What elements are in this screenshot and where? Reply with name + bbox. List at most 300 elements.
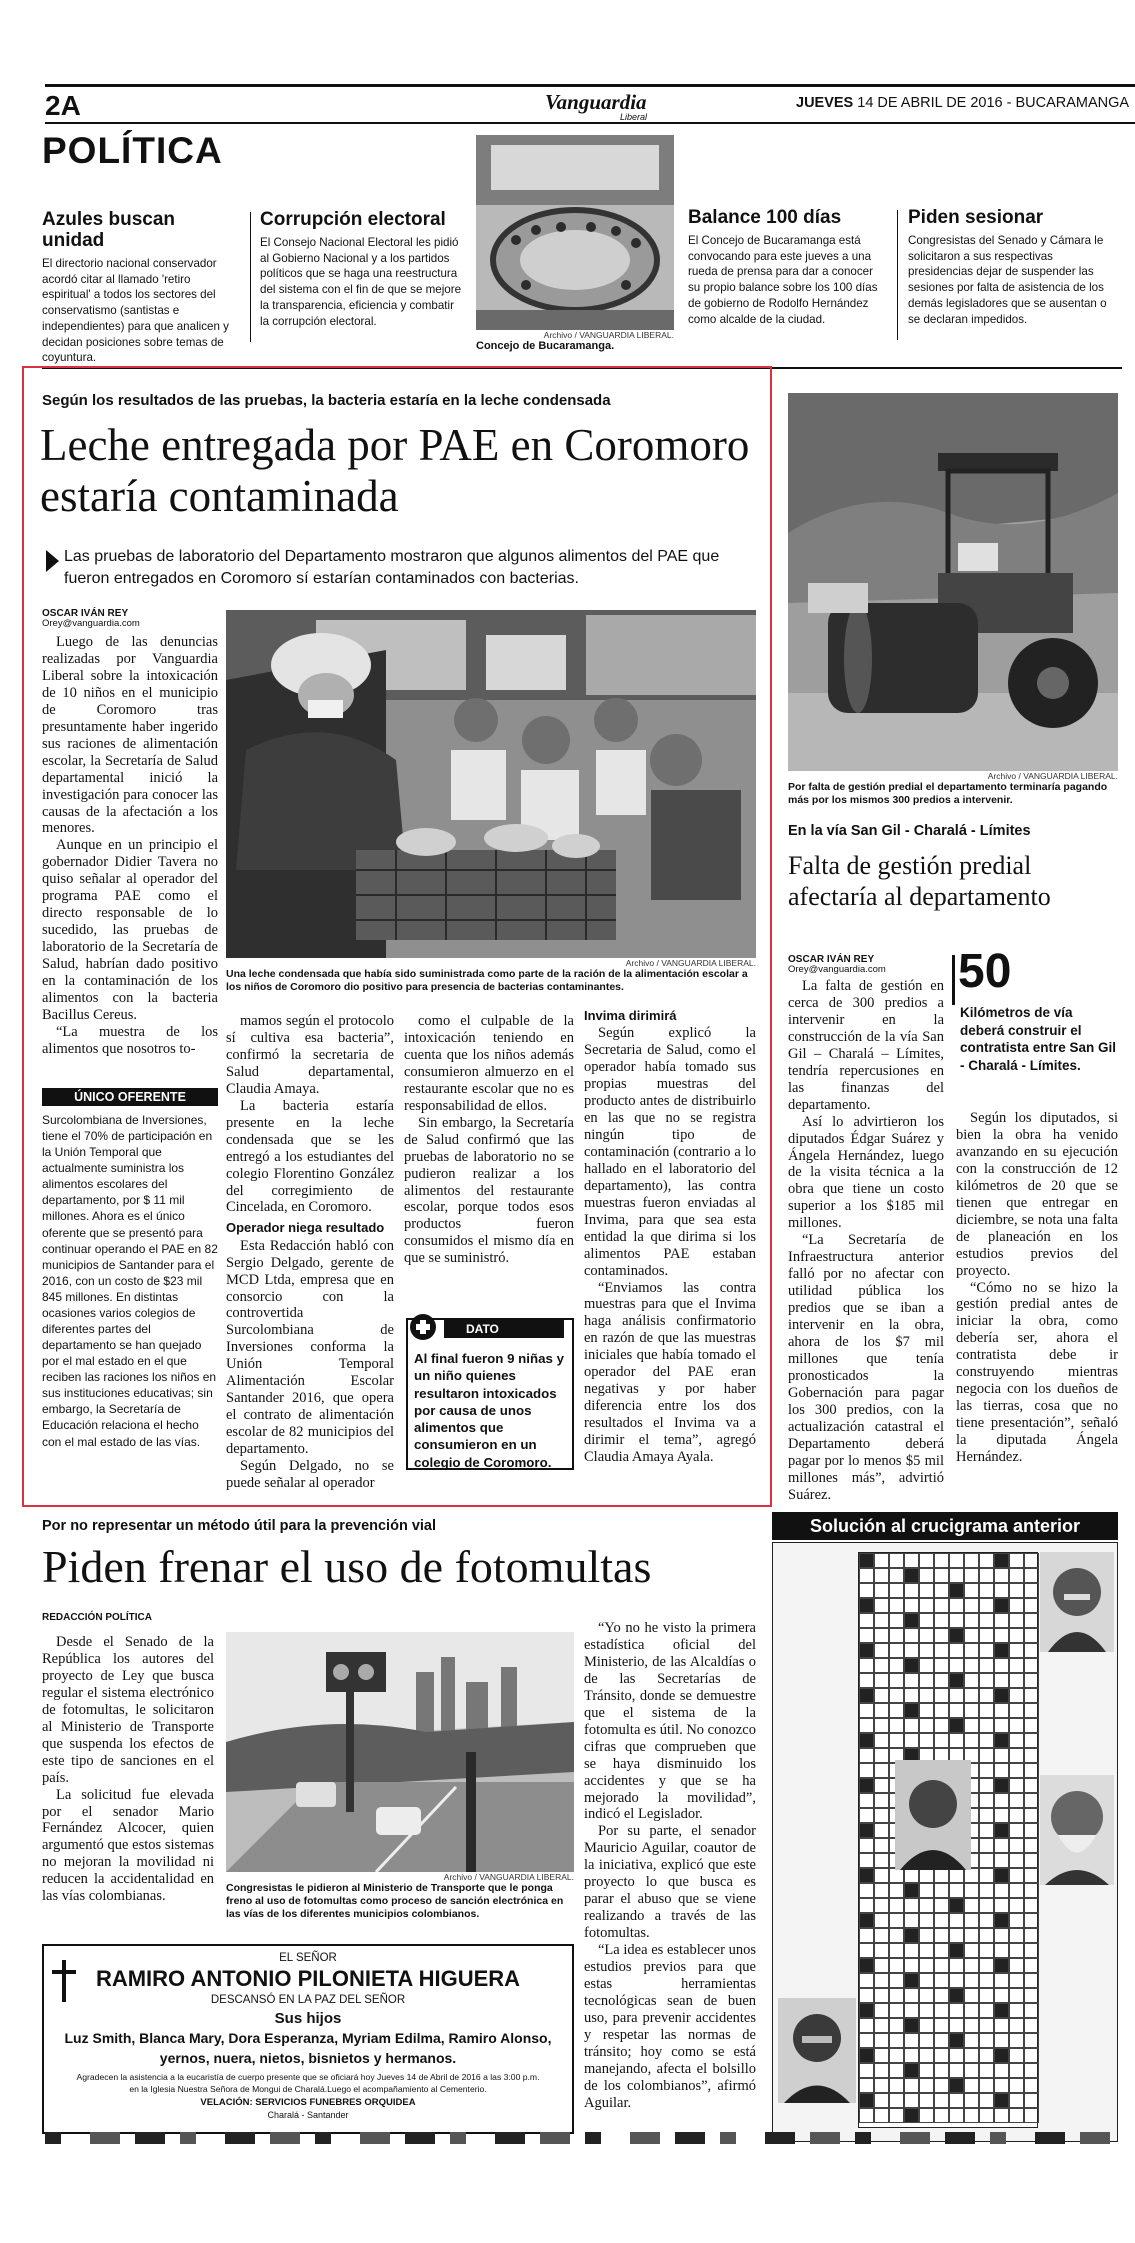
right-paragraph: Así lo advirtieron los diputados Édgar Suárez y Ángela Hernández, luego de la visita técnica a la obra que tiene un costo superior a los $185 mil millones. [788, 1113, 944, 1232]
crossword-cell [889, 1628, 904, 1643]
crossword-cell [1024, 1838, 1039, 1853]
crossword-cell [1009, 1913, 1024, 1928]
crossword-cell [919, 1958, 934, 1973]
crossword-cell [874, 1853, 889, 1868]
crossword-cell [1024, 1583, 1039, 1598]
crossword-cell [979, 1793, 994, 1808]
crossword-cell [859, 1583, 874, 1598]
crossword-cell [1009, 1763, 1024, 1778]
crossword-cell [904, 1703, 919, 1718]
crossword-cell [889, 1718, 904, 1733]
dato-text: Al final fueron 9 niñas y un niño quienes resultaron intoxicados por causa de unos alimentos que consumieron en un colegio de Coromoro. [414, 1351, 564, 1470]
crossword-cell [874, 2048, 889, 2063]
crossword-cell [919, 1988, 934, 2003]
crossword-cell [934, 2048, 949, 2063]
crossword-cell [859, 2048, 874, 2063]
crossword-cell [1024, 1958, 1039, 1973]
crossword-cell [874, 1778, 889, 1793]
crossword-cell [904, 1718, 919, 1733]
crossword-cell [919, 1553, 934, 1568]
crossword-cell [859, 2078, 874, 2093]
brief-text: El directorio nacional conservador acordó citar al llamado 'retiro espiritual' a todos los sectores del conservatismo (santistas e independientes) para que analicen y decidan posiciones sobre temas de coyuntura. [42, 256, 229, 365]
crossword-cell [859, 1868, 874, 1883]
crossword-cell [994, 2018, 1009, 2033]
brief-title: Balance 100 días [688, 207, 842, 228]
crossword-cell [994, 1838, 1009, 1853]
section-title: POLÍTICA [42, 130, 223, 171]
lead-paragraph: como el culpable de la intoxicación teniendo en cuenta que los niños además consumieron almuerzo en el restaurante escolar que no es responsabilidad de ellos. [404, 1013, 574, 1114]
registration-block [855, 2132, 871, 2144]
crossword-cell [979, 1643, 994, 1658]
crossword-cell [1024, 1688, 1039, 1703]
crossword-cell [949, 1898, 964, 1913]
crossword-cell [964, 2033, 979, 2048]
brief-text: El Concejo de Bucaramanga está convocando para este jueves a una rueda de prensa para dar a conocer su propio balance sobre los 100 días de gobierno de Rodolfo Hernández como alcalde de la ciudad. [688, 233, 878, 326]
crossword-portrait-1 [1040, 1552, 1114, 1652]
crossword-cell [934, 1898, 949, 1913]
crossword-cell [949, 1643, 964, 1658]
crossword-cell [1024, 1973, 1039, 1988]
crossword-cell [994, 1613, 1009, 1628]
crossword-cell [994, 1763, 1009, 1778]
lead-paragraph: Aunque en un principio el gobernador Didier Tavera no quiso señalar al operador del programa PAE como el directo responsable de lo sucedido, las pruebas de laboratorio de la Secretaría de Salud, habrían dado positivo en la contaminación de los alimentos con la bacteria Bacillus Cereus. [42, 837, 218, 1023]
obituary-children-label: Sus hijos [274, 2010, 342, 2027]
crossword-cell [859, 1748, 874, 1763]
crossword-cell [949, 2048, 964, 2063]
crossword-cell [889, 2033, 904, 2048]
crossword-cell [934, 1958, 949, 1973]
crossword-cell [919, 1733, 934, 1748]
crossword-cell [934, 1943, 949, 1958]
crossword-cell [874, 1868, 889, 1883]
crossword-cell [949, 1883, 964, 1898]
lead-subhead-operador: Operador niega resultado [226, 1220, 385, 1236]
crossword-cell [994, 1913, 1009, 1928]
crossword-cell [859, 1763, 874, 1778]
crossword-cell [859, 2063, 874, 2078]
crossword-cell [949, 1613, 964, 1628]
crossword-cell [964, 1628, 979, 1643]
crossword-cell [874, 2078, 889, 2093]
crossword-cell [1024, 1703, 1039, 1718]
crossword-cell [934, 1613, 949, 1628]
crossword-cell [949, 1628, 964, 1643]
crossword-cell [904, 2033, 919, 2048]
lead-email: Orey@vanguardia.com [42, 618, 140, 629]
crossword-cell [994, 2063, 1009, 2078]
crossword-cell [919, 2108, 934, 2123]
crossword-cell [889, 2018, 904, 2033]
lead-author: OSCAR IVÁN REY [42, 608, 129, 619]
crossword-cell [919, 2078, 934, 2093]
crossword-cell [994, 1988, 1009, 2003]
crossword-cell [889, 1598, 904, 1613]
crossword-cell [964, 1613, 979, 1628]
crossword-cell [919, 2003, 934, 2018]
crossword-cell [1024, 1898, 1039, 1913]
crossword-cell [874, 1838, 889, 1853]
crossword-cell [859, 1988, 874, 2003]
crossword-cell [889, 2108, 904, 2123]
crossword-cell [994, 1868, 1009, 1883]
crossword-cell [934, 1568, 949, 1583]
crossword-cell [979, 2033, 994, 2048]
info-icon [410, 1314, 436, 1340]
crossword-cell [889, 1733, 904, 1748]
masthead-rule-top [45, 84, 1135, 87]
date-rest: 14 DE ABRIL DE 2016 - BUCARAMANGA [857, 95, 1130, 111]
crossword-cell [964, 2003, 979, 2018]
crossword-cell [859, 1808, 874, 1823]
right-paragraph: Según los diputados, si bien la obra ha venido avanzando en su ejecución con la construcción de 12 kilómetros de 20 que se tienen que entregar en diciembre, se nota una falta de planeación en los estudios previos del proyecto. [956, 1110, 1118, 1279]
crossword-cell [949, 1943, 964, 1958]
crossword-cell [889, 1658, 904, 1673]
crossword-cell [859, 1928, 874, 1943]
crossword-cell [964, 1568, 979, 1583]
crossword-cell [994, 1688, 1009, 1703]
brief-title: Piden sesionar [908, 207, 1044, 228]
registration-block [1080, 2132, 1110, 2144]
brief-title: Corrupción electoral [260, 209, 446, 230]
crossword-cell [904, 1733, 919, 1748]
crossword-cell [904, 1913, 919, 1928]
obituary-place: Charalá - Santander [267, 2110, 349, 2120]
crossword-cell [889, 1568, 904, 1583]
crossword-cell [889, 1898, 904, 1913]
crossword-cell [949, 1868, 964, 1883]
crossword-cell [934, 1688, 949, 1703]
crossword-cell [889, 1583, 904, 1598]
registration-block [225, 2132, 255, 2144]
crossword-cell [889, 1553, 904, 1568]
crossword-cell [994, 1823, 1009, 1838]
crossword-cell [904, 1568, 919, 1583]
masthead-rule [45, 122, 1135, 124]
big-number: 50 [958, 945, 1012, 998]
crossword-cell [859, 2108, 874, 2123]
right-col-2 [956, 1110, 1118, 1466]
crossword-cell [1024, 1823, 1039, 1838]
brief-4 [908, 208, 1113, 327]
lead-headline: Leche entregada por PAE en Coromoro estaría contaminada [40, 420, 750, 521]
crossword-cell [889, 2063, 904, 2078]
crossword-cell [1009, 1883, 1024, 1898]
crossword-cell [979, 1838, 994, 1853]
crossword-cell [904, 2063, 919, 2078]
crossword-cell [919, 2048, 934, 2063]
lead-summary: Las pruebas de laboratorio del Departamento mostraron que algunos alimentos del PAE que fueron entregados en Coromoro sí estarían contaminados con bacterias. [64, 548, 720, 587]
crossword-cell [1024, 1733, 1039, 1748]
bottom-byline: REDACCIÓN POLÍTICA [42, 1612, 152, 1623]
crossword-cell [949, 2078, 964, 2093]
crossword-cell [934, 2003, 949, 2018]
crossword-cell [904, 1928, 919, 1943]
crossword-cell [859, 1853, 874, 1868]
crossword-cell [1009, 1958, 1024, 1973]
crossword-cell [1009, 1793, 1024, 1808]
crossword-cell [874, 1793, 889, 1808]
crossword-cell [874, 1718, 889, 1733]
crossword-cell [964, 1898, 979, 1913]
crossword-cell [904, 1658, 919, 1673]
crossword-cell [859, 1733, 874, 1748]
crossword-cell [859, 1838, 874, 1853]
crossword-cell [934, 1868, 949, 1883]
crossword-cell [859, 1553, 874, 1568]
crossword-cell [859, 1973, 874, 1988]
registration-block [900, 2132, 930, 2144]
date-line [796, 95, 1129, 111]
crossword-cell [859, 2018, 874, 2033]
crossword-cell [919, 1943, 934, 1958]
bottom-paragraph: Desde el Senado de la República los autores del proyecto de Ley que busca regular el sistema electrónico de fotomultas, le solicitaron al Ministerio de Transporte que suspenda los efectos de este tipo de sanciones en el país. [42, 1634, 214, 1786]
right-byline [788, 954, 948, 975]
crossword-cell [964, 1598, 979, 1613]
crossword-cell [949, 2003, 964, 2018]
crossword-cell [874, 1883, 889, 1898]
crossword-cell [874, 1598, 889, 1613]
brief-title: Azules buscan unidad [42, 209, 176, 251]
crossword-cell [994, 1883, 1009, 1898]
crossword-cell [964, 2078, 979, 2093]
bottom-kicker: Por no representar un método útil para la prevención vial [42, 1518, 437, 1534]
lead-paragraph: “Enviamos las contra muestras para que el Invima haga análisis confirmatorio en razón de que las muestras iniciales que había tomado el operador del PAE eran negativas y por haber diferencia entre los dos resultados el Invima va a dirimir el tema”, agregó Claudia Amaya Ayala. [584, 1279, 756, 1466]
lead-kicker: Según los resultados de las pruebas, la bacteria estaría en la leche condensada [42, 392, 611, 409]
crossword-cell [1009, 1598, 1024, 1613]
crossword-cell [934, 1928, 949, 1943]
crossword-cell [949, 1583, 964, 1598]
crossword-cell [859, 1913, 874, 1928]
crossword-cell [874, 1808, 889, 1823]
obituary-label: EL SEÑOR [279, 1952, 337, 1964]
lead-col-2 [226, 1013, 394, 1492]
council-photo [476, 135, 674, 330]
bottom-paragraph: Por su parte, el senador Mauricio Aguilar, coautor de la iniciativa, explicó que este proyecto lo que busca es parar el abuso que se viene realizando a través de las fotomultas. [584, 1823, 756, 1942]
crossword-cell [994, 1733, 1009, 1748]
crossword-cell [904, 2078, 919, 2093]
crossword-cell [1009, 1838, 1024, 1853]
crossword-cell [874, 1943, 889, 1958]
crossword-cell [979, 1928, 994, 1943]
crossword-cell [904, 2108, 919, 2123]
crossword-cell [919, 1703, 934, 1718]
crossword-cell [949, 1973, 964, 1988]
crossword-cell [1024, 1598, 1039, 1613]
crossword-cell [1009, 2108, 1024, 2123]
crossword-cell [904, 1973, 919, 1988]
council-photo-caption: Concejo de Bucaramanga. [476, 340, 615, 352]
crossword-cell [979, 1658, 994, 1673]
traffic-photo-caption: Congresistas le pidieron al Ministerio de Transporte que le ponga freno al uso de fotomultas como proceso de sanción electrónica en las vías de los diferentes municipios colombianos. [226, 1882, 564, 1920]
crossword-cell [964, 1958, 979, 1973]
crossword-cell [979, 1778, 994, 1793]
lead-col-1 [42, 634, 218, 1058]
crossword-cell [1024, 1673, 1039, 1688]
crossword-cell [934, 1673, 949, 1688]
crossword-cell [949, 2018, 964, 2033]
crossword-cell [949, 1598, 964, 1613]
crossword-cell [1009, 2033, 1024, 2048]
crossword-cell [994, 1793, 1009, 1808]
crossword-cell [874, 1733, 889, 1748]
crossword-cell [949, 2033, 964, 2048]
crossword-cell [1009, 1853, 1024, 1868]
crossword-cell [919, 1973, 934, 1988]
registration-block [990, 2132, 1006, 2144]
crossword-cell [1024, 1778, 1039, 1793]
crossword-cell [889, 1928, 904, 1943]
crossword-cell [994, 1808, 1009, 1823]
registration-block [495, 2132, 525, 2144]
crossword-cell [934, 1598, 949, 1613]
crossword-cell [949, 1928, 964, 1943]
registration-block [720, 2132, 736, 2144]
crossword-cell [1009, 1553, 1024, 1568]
crossword-cell [889, 1988, 904, 2003]
crossword-cell [964, 2048, 979, 2063]
crossword-cell [979, 1583, 994, 1598]
crossword-cell [889, 1643, 904, 1658]
brand-sub: Liberal [620, 112, 648, 122]
crossword-cell [949, 1688, 964, 1703]
crossword-cell [1024, 1553, 1039, 1568]
crossword-cell [934, 1973, 949, 1988]
crossword-cell [889, 1883, 904, 1898]
crossword-cell [964, 1673, 979, 1688]
crossword-cell [919, 1598, 934, 1613]
crossword-cell [934, 2108, 949, 2123]
brief-text: Congresistas del Senado y Cámara le solicitaron a sus respectivas presidencias dejar de suspender las sesiones por falta de asistencia de los demás legisladores que se ausentan o se declaran impedidos. [908, 233, 1107, 326]
obituary-relatives: yernos, nuera, nietos, bisnietos y hermanos. [159, 2050, 457, 2066]
crossword-cell [1024, 2003, 1039, 2018]
crossword-cell [859, 2003, 874, 2018]
crossword-cell [934, 2033, 949, 2048]
crossword-cell [964, 1868, 979, 1883]
crossword-cell [949, 1958, 964, 1973]
crossword-cell [859, 1568, 874, 1583]
crossword-cell [1009, 1823, 1024, 1838]
sidebar-box [42, 1112, 218, 1450]
crossword-cell [859, 1658, 874, 1673]
crossword-cell [934, 2093, 949, 2108]
crossword-cell [964, 1583, 979, 1598]
crossword-cell [904, 1673, 919, 1688]
crossword-cell [859, 1778, 874, 1793]
crossword-cell [1009, 1568, 1024, 1583]
crossword-cell [1024, 2063, 1039, 2078]
crossword-cell [994, 2033, 1009, 2048]
crossword-cell [1009, 1583, 1024, 1598]
crossword-cell [979, 1973, 994, 1988]
crossword-cell [994, 1928, 1009, 1943]
crossword-cell [994, 1748, 1009, 1763]
crossword-cell [1024, 1748, 1039, 1763]
crossword-cell [1009, 1673, 1024, 1688]
crossword-cell [904, 2048, 919, 2063]
crossword-cell [994, 1673, 1009, 1688]
crossword-cell [919, 1613, 934, 1628]
crossword-cell [994, 1628, 1009, 1643]
crossword-cell [994, 1973, 1009, 1988]
crossword-cell [874, 2003, 889, 2018]
crossword-cell [904, 1583, 919, 1598]
crossword-title: Solución al crucigrama anterior [772, 1512, 1118, 1540]
crossword-cell [1009, 1868, 1024, 1883]
registration-block [585, 2132, 601, 2144]
crossword-cell [949, 1673, 964, 1688]
crossword-cell [1009, 1988, 1024, 2003]
crossword-cell [1009, 1613, 1024, 1628]
crossword-cell [1024, 1808, 1039, 1823]
crossword-cell [904, 2003, 919, 2018]
crossword-cell [1009, 2018, 1024, 2033]
crossword-cell [874, 1748, 889, 1763]
crossword-cell [1024, 1928, 1039, 1943]
crossword-cell [874, 1673, 889, 1688]
crossword-cell [964, 1733, 979, 1748]
crossword-portrait-2 [895, 1760, 971, 1870]
crossword-cell [919, 1628, 934, 1643]
crossword-cell [1009, 1898, 1024, 1913]
crossword-cell [889, 2093, 904, 2108]
crossword-cell [1024, 1988, 1039, 2003]
crossword-cell [1009, 2093, 1024, 2108]
crossword-cell [1009, 1658, 1024, 1673]
right-paragraph: “Cómo no se hizo la gestión predial antes de iniciar la obra, como debería ser, ahora el contratista debe ir construyendo mientras negocia con los dueños de las tierras, cosa que no tiene presentación”, señaló la diputada Ángela Hernández. [956, 1279, 1118, 1466]
lead-paragraph: Según explicó la Secretaria de Salud, como el operador había tomado sus propias muestras del producto antes de distribuirlo en las que no se registra ningún tipo de contaminación (contrario a lo hallado en el laboratorio del departamento), las contra muestras fueron enviadas al Invima, para que sea esta entidad la que dirima si los alimentos PAE estaban contaminados. [584, 1025, 756, 1279]
crossword-cell [934, 2078, 949, 2093]
lead-photo-caption: Una leche condensada que había sido suministrada como parte de la ración de la alimentación escolar a los niños de Coromoro dio positivo para presencia de bacterias contaminantes. [226, 968, 748, 993]
bottom-col-1 [42, 1634, 214, 1905]
obituary-mass: Agradecen la asistencia a la eucaristía de cuerpo presente que se oficiará hoy Jueves 14 de Abril de 2016 a las 3:00 p.m. [76, 2072, 540, 2082]
crossword-cell [994, 1778, 1009, 1793]
crossword-cell [994, 2108, 1009, 2123]
registration-block [810, 2132, 840, 2144]
crossword-cell [1009, 1628, 1024, 1643]
crossword-cell [964, 1928, 979, 1943]
crossword-cell [994, 1643, 1009, 1658]
crossword-cell [889, 1688, 904, 1703]
lead-paragraph: “La muestra de los alimentos que nosotros to- [42, 1023, 218, 1057]
crossword-cell [1024, 1868, 1039, 1883]
crossword-cell [949, 2063, 964, 2078]
crossword-cell [979, 1688, 994, 1703]
crossword-cell [934, 1718, 949, 1733]
crossword-cell [1009, 1778, 1024, 1793]
crossword-cell [889, 1703, 904, 1718]
lead-paragraph: Según Delgado, no se puede señalar al operador [226, 1458, 394, 1491]
crossword-cell [859, 2093, 874, 2108]
crossword-cell [1009, 1928, 1024, 1943]
crossword-cell [874, 1583, 889, 1598]
crossword-cell [1024, 1853, 1039, 1868]
crossword-cell [919, 2093, 934, 2108]
crossword-cell [904, 1643, 919, 1658]
crossword-cell [904, 1898, 919, 1913]
lead-photo-credit: Archivo / VANGUARDIA LIBERAL. [625, 958, 756, 968]
crossword-cell [859, 1688, 874, 1703]
crossword-cell [979, 2093, 994, 2108]
brief-text: El Consejo Nacional Electoral les pidió al Gobierno Nacional y a los partidos políticos que se haga una reestructura del sistema con el fin de que se mejore la transparencia, eficiencia y combatir la corrupción electoral. [260, 235, 462, 328]
crossword-cell [1009, 1808, 1024, 1823]
crossword-cell [934, 1703, 949, 1718]
crossword-cell [874, 1628, 889, 1643]
crossword-cell [874, 1613, 889, 1628]
crossword-cell [919, 1868, 934, 1883]
crossword-cell [889, 2003, 904, 2018]
crossword-cell [949, 1988, 964, 2003]
right-headline: Falta de gestión predial afectaría al departamento [788, 851, 1051, 912]
